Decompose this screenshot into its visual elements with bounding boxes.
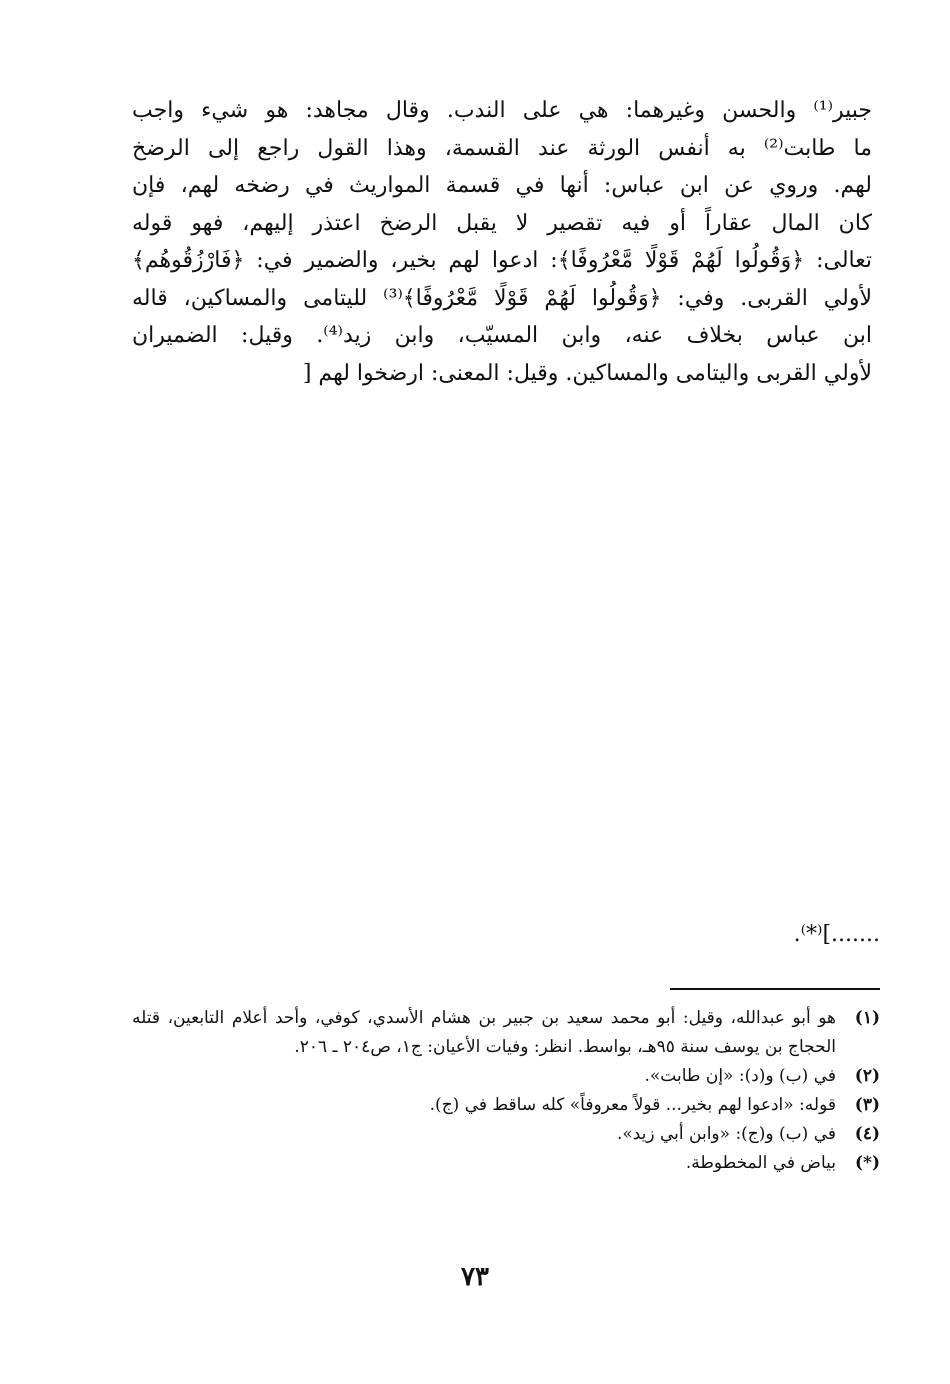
footnote-text: هو أبو عبدالله، وقيل: أبو محمد سعيد بن جبير بن هشام الأسدي، كوفي، وأحد أعلام التابعين، قتله الحجاج بن يوسف سنة ٩٥هـ، بواسط. انظر: وفيات الأعيان: ج١، ص٢٠٤ ـ ٢٠٦. — [132, 1008, 836, 1057]
text-line: ابن عباس بخلاف عنه، وابن المسيّب، وابن زيد⁽⁴⁾. وقيل: الضميران — [132, 323, 872, 348]
text-line: ما طابت⁽²⁾ به أنفس الورثة عند القسمة، وهذا القول راجع إلى الرضخ — [132, 135, 872, 161]
footnote — [132, 1062, 880, 1091]
footnote — [132, 1091, 880, 1120]
text-line: كان المال عقاراً أو فيه تقصير لا يقبل الرضخ اعتذر إليهم، فهو قوله — [132, 210, 872, 236]
text-line: لأولي القربى واليتامى والمساكين. وقيل: المعنى: ارضخوا لهم [ — [302, 360, 872, 386]
text-line: جبير⁽¹⁾ والحسن وغيرهما: هي على الندب. وقال مجاهد: هو شيء واجب — [132, 98, 872, 123]
footnote-number: (٢) — [854, 1066, 880, 1086]
lacuna-marker: .......]⁽*⁾. — [793, 922, 880, 947]
footnote-text: في (ب) و(ج): «وابن أبي زيد». — [616, 1124, 836, 1144]
page-number: ٧٣ — [461, 1262, 489, 1292]
text-line: لهم. وروي عن ابن عباس: أنها في قسمة المواريث في رضخه لهم، فإن — [132, 173, 872, 198]
footnote-text: في (ب) و(د): «إن طابت». — [644, 1066, 836, 1086]
footnote — [132, 1120, 880, 1149]
footnote-divider — [670, 988, 880, 990]
footnote — [132, 1149, 880, 1178]
footnote-number: (١) — [854, 1008, 880, 1028]
footnote-number: (٤) — [854, 1124, 880, 1144]
footnote-number: (*) — [855, 1153, 880, 1173]
footnote-number: (٣) — [854, 1095, 880, 1115]
footnote-text: قوله: «ادعوا لهم بخير... قولاً معروفاً» كله ساقط في (ج). — [429, 1095, 836, 1115]
footnote — [132, 1004, 880, 1062]
footnote-text: بياض في المخطوطة. — [685, 1153, 836, 1173]
main-text — [132, 92, 872, 392]
text-line: لأولي القربى. وفي: ﴿وَقُولُوا لَهُمْ قَوْلًا مَّعْرُوفًا﴾⁽³⁾ لليتامى والمساكين، قاله — [132, 285, 872, 311]
footnotes — [132, 1004, 880, 1178]
text-line: تعالى: ﴿وَقُولُوا لَهُمْ قَوْلًا مَّعْرُوفًا﴾: ادعوا لهم بخير، والضمير في: ﴿فَارْزُقُوهُم﴾ — [132, 248, 872, 273]
